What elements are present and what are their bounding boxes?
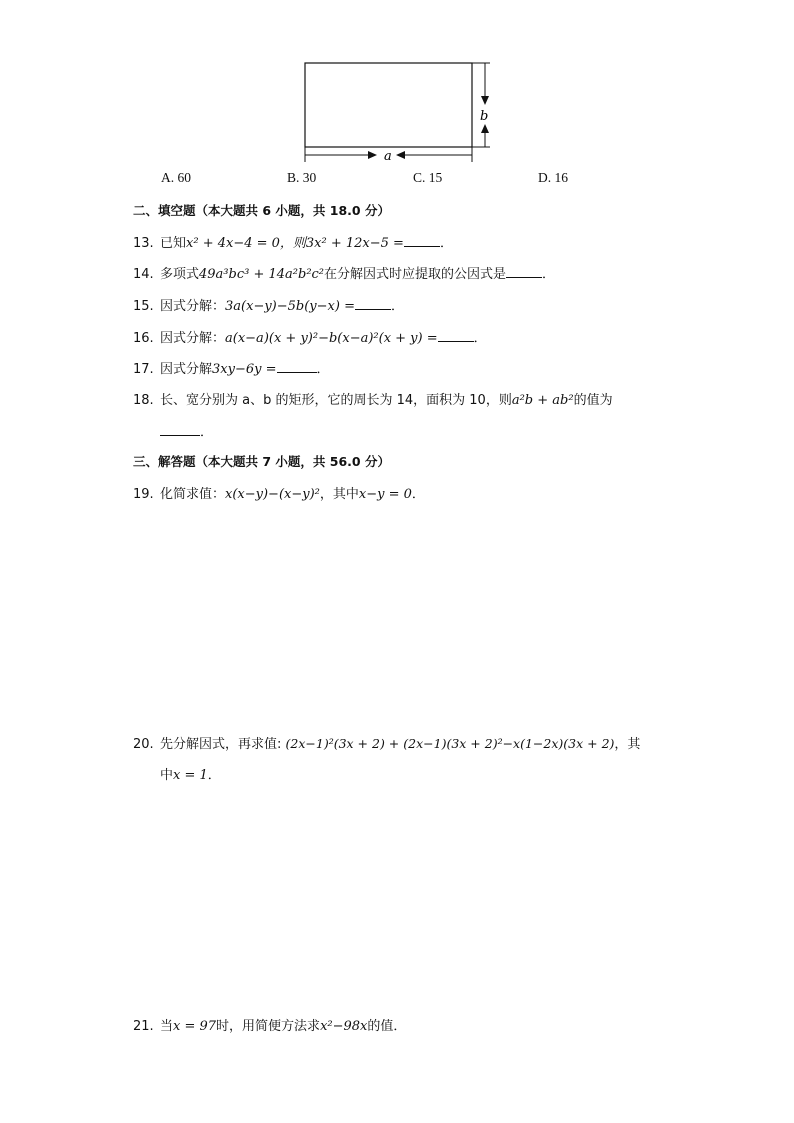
question-21: 21. 当x = 97时，用简便方法求x²−98x的值． — [133, 1019, 407, 1034]
question-20-line2: 中x = 1． — [160, 768, 221, 783]
answer-blank — [355, 297, 391, 310]
choice-d: D. 16 — [538, 170, 568, 185]
answer-blank — [160, 423, 200, 436]
question-15: 15. 因式分解：3a(x−y)−5b(y−x) = ． — [133, 299, 404, 314]
rectangle-figure — [300, 58, 500, 170]
question-16: 16. 因式分解：a(x−a)(x + y)²−b(x−a)²(x + y) = ． — [133, 331, 487, 346]
question-18: 18. 长、宽分别为 a、b 的矩形，它的周长为 14，面积为 10，则a²b + ab²的值为 — [133, 393, 613, 408]
arrow-down-icon — [481, 96, 489, 105]
arrow-right-icon — [368, 151, 377, 159]
rectangle-shape — [305, 63, 472, 147]
answer-blank — [506, 265, 542, 278]
answer-blank — [438, 329, 474, 342]
question-18-line2: ． — [160, 421, 213, 440]
answer-blank — [277, 360, 317, 373]
arrow-up-icon — [481, 124, 489, 133]
question-14: 14. 多项式49a³bc³ + 14a²b²c²在分解因式时应提取的公因式是 ． — [133, 267, 556, 282]
answer-blank — [404, 234, 440, 247]
section-heading-fill-in: 二、填空题（本大题共 6 小题，共 18.0 分） — [133, 203, 390, 218]
choice-a: A. 60 — [161, 170, 191, 185]
question-19: 19. 化简求值：x(x−y)−(x−y)²，其中x−y = 0． — [133, 487, 425, 502]
label-a: a — [384, 149, 392, 164]
question-20: 20. 先分解因式，再求值: (2x−1)²(3x + 2) + (2x−1)(3x + 2)²−x(1−2x)(3x + 2)，其 — [133, 736, 641, 752]
label-b: b — [480, 109, 489, 124]
section-heading-solve: 三、解答题（本大题共 7 小题，共 56.0 分） — [133, 454, 390, 469]
arrow-left-icon — [396, 151, 405, 159]
question-17: 17. 因式分解3xy−6y = ． — [133, 362, 330, 377]
choice-b: B. 30 — [287, 170, 317, 185]
question-13: 13. 已知x² + 4x−4 = 0，则3x² + 12x−5 = ． — [133, 236, 453, 251]
choice-c: C. 15 — [413, 170, 443, 185]
